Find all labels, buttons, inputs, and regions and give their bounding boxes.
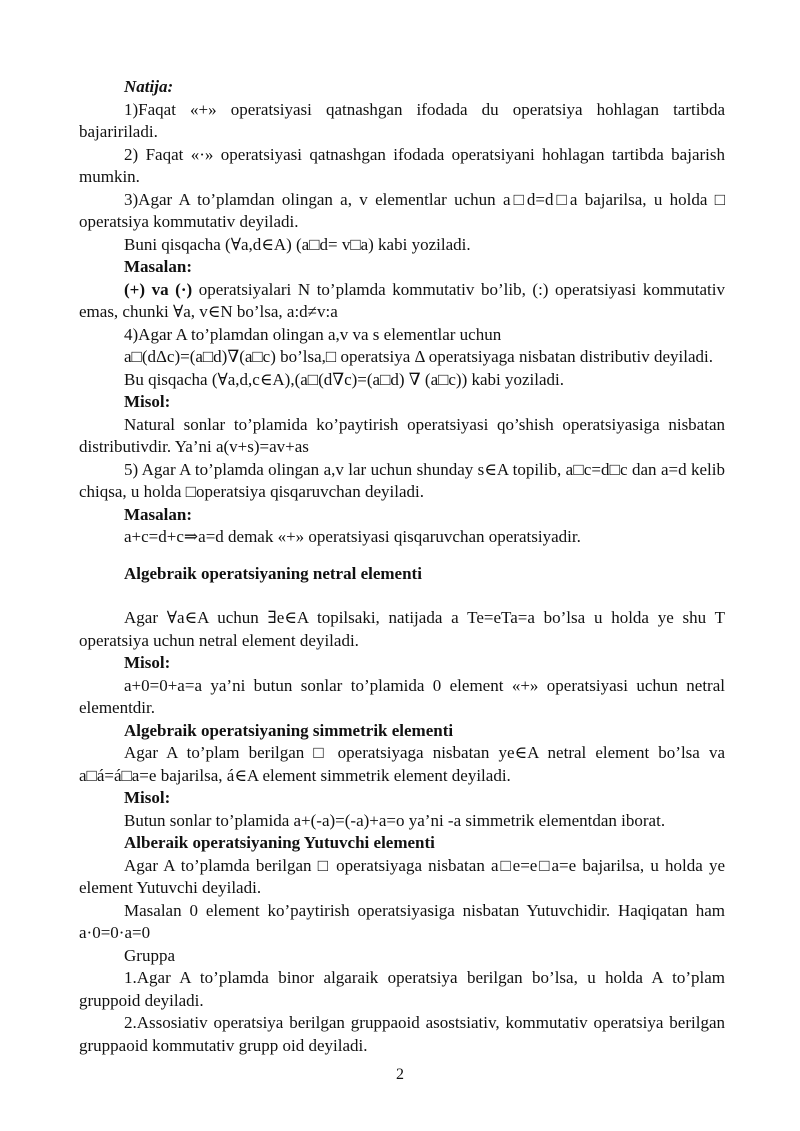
paragraph: Agar ∀a∈A uchun ∃e∈A topilsaki, natijada a Te=eTa=a bo’lsa u holda ye shu T operatsiya uchun netral element deyiladi. [79,608,725,650]
paragraph: Masalan 0 element ko’paytirish operatsiyasiga nisbatan Yutuvchidir. Haqiqatan ham a·0=0·a=0 [79,900,725,942]
paragraph: 2) Faqat «·» operatsiyasi qatnashgan ifodada operatsiyani hohlagan tartibda bajarish mumkin. [79,144,725,186]
document-body [79,76,725,1057]
paragraph: Butun sonlar to’plamida a+(-a)=(-a)+a=o ya’ni -a simmetrik elementdan iborat. [124,810,666,830]
paragraph: 4)Agar A to’plamdan olingan a,v va s elementlar uchun [124,324,502,344]
paragraph: a+c=d+c⇒a=d demak «+» operatsiyasi qisqaruvchan operatsiyadir. [124,527,581,546]
example-heading: Misol: [124,653,171,672]
section-heading: Algebraik operatsiyaning netral elementi [124,563,422,583]
paragraph: 5) Agar A to’plamda olingan a,v lar uchun shunday s∈A topilib, a□c=d□c dan a=d kelib chiqsa, u holda □operatsiya qisqaruvchan deyiladi. [79,459,725,501]
result-heading: Natija: [124,77,174,96]
example-heading: Misol: [124,788,171,807]
example-heading: Masalan: [124,257,192,276]
paragraph: 3)Agar A to’plamdan olingan a, v elementlar uchun a□d=d□a bajarilsa, u holda □ operatsiya kommutativ deyiladi. [79,189,725,231]
paragraph: a+0=0+a=a ya’ni butun sonlar to’plamida 0 element «+» operatsiyasi uchun netral elementdir. [79,675,725,717]
example-heading: Masalan: [124,504,192,524]
paragraph: Agar A to’plam berilgan □ operatsiyaga nisbatan ye∈A netral element bo’lsa va a□á=á□a=e bajarilsa, á∈A element simmetrik element deyiladi. [79,743,725,785]
paragraph-text: operatsiyalari N to’plamda kommutativ bo’lib, (:) operatsiyasi kommutativ emas, chunki ∀a, v∈N bo’lsa, a:d≠v:a [79,279,725,321]
paragraph: Natural sonlar to’plamida ko’paytirish operatsiyasi qo’shish operatsiyasiga nisbatan distributivdir. Ya’ni a(v+s)=av+as [79,414,725,456]
section-heading: Algebraik operatsiyaning simmetrik elementi [124,720,454,740]
page-number: 2 [396,1066,404,1083]
paragraph: 2.Assosiativ operatsiya berilgan gruppaoid asostsiativ, kommutativ operatsiya berilgan gruppaoid kommutativ grupp oid deyiladi. [79,1013,725,1055]
paragraph: Buni qisqacha (∀a,d∈A) (a□d= v□a) kabi yoziladi. [124,234,471,254]
example-heading: Misol: [124,392,171,411]
paragraph: Agar A to’plamda berilgan □ operatsiyaga nisbatan a□e=e□a=e bajarilsa, u holda ye element Yutuvchi deyiladi. [79,855,725,897]
paragraph: 1)Faqat «+» operatsiyasi qatnashgan ifodada du operatsiya hohlagan tartibda bajaririladi. [79,99,725,141]
paragraph: a□(dΔc)=(a□d)∇(a□c) bo’lsa,□ operatsiya Δ operatsiyaga nisbatan distributiv deyiladi. [124,347,714,366]
operations-label: (+) va (·) [124,279,193,299]
paragraph: 1.Agar A to’plamda binor algaraik operatsiya berilgan bo’lsa, u holda A to’plam gruppoid deyiladi. [79,968,725,1010]
paragraph [79,279,725,324]
section-heading: Alberaik operatsiyaning Yutuvchi elementi [124,833,435,852]
paragraph: Bu qisqacha (∀a,d,c∈A),(a□(d∇c)=(a□d) ∇ (a□c)) kabi yoziladi. [124,369,565,389]
paragraph: Gruppa [124,945,175,965]
